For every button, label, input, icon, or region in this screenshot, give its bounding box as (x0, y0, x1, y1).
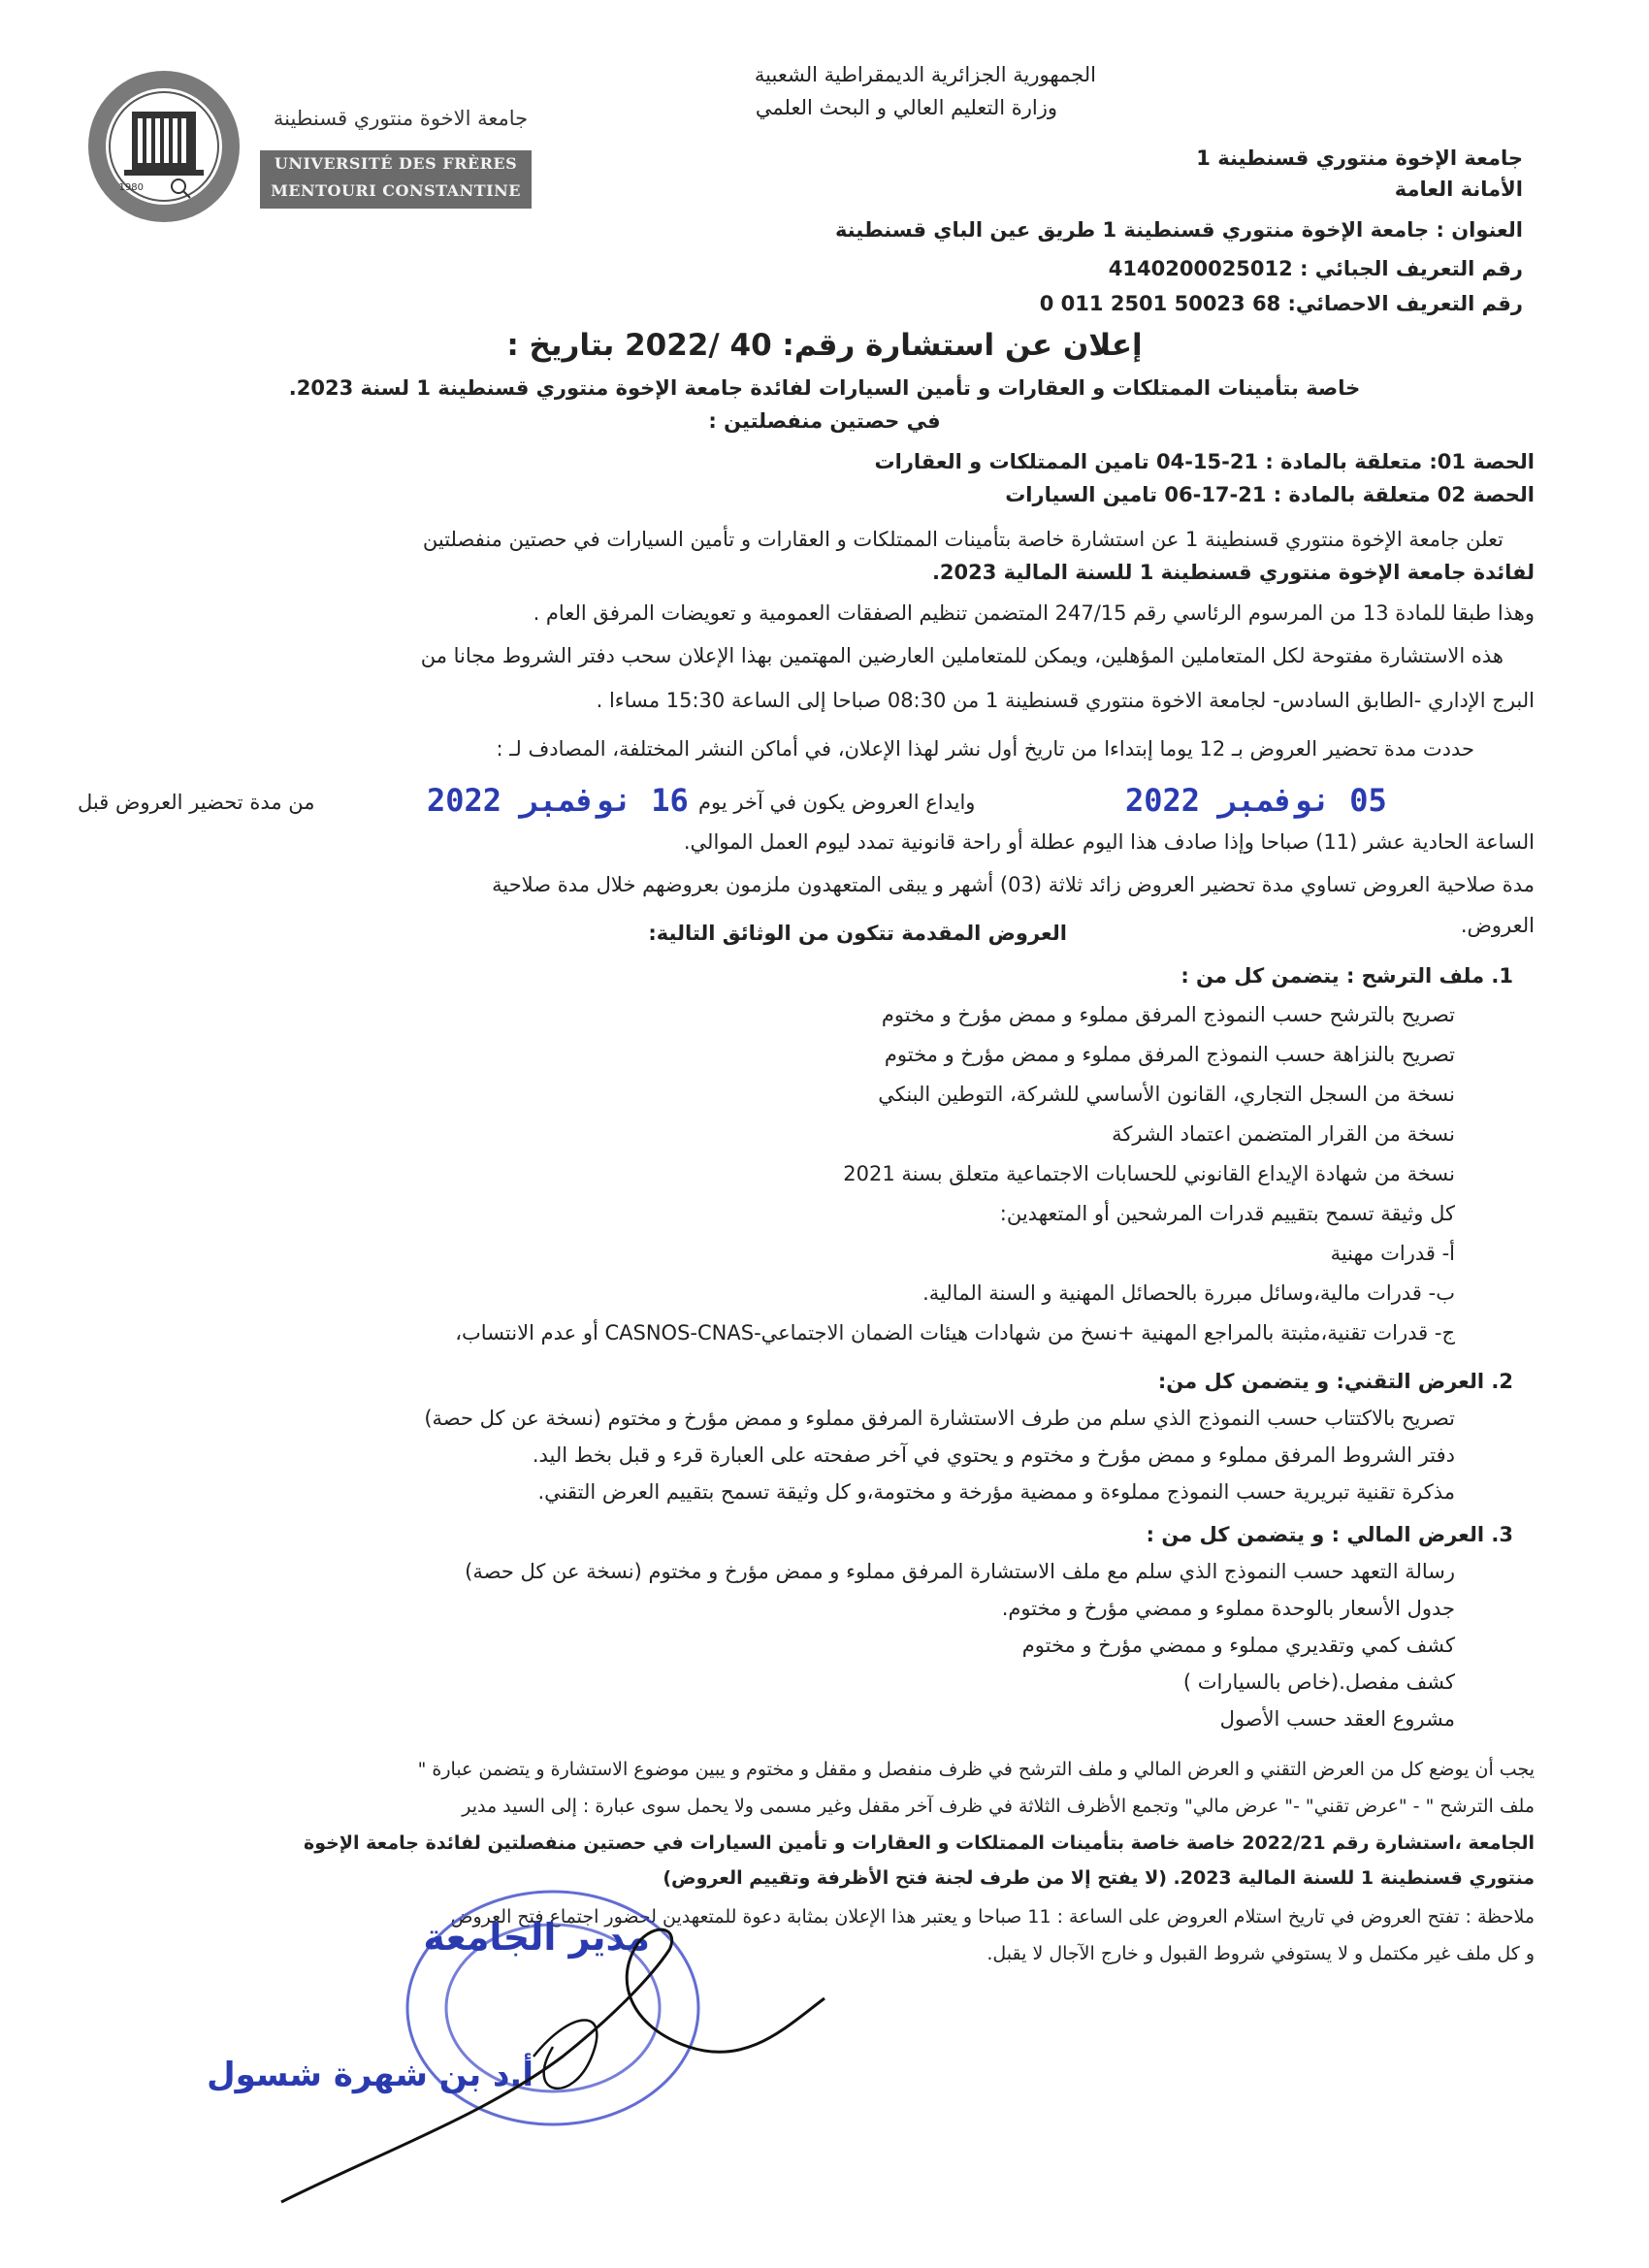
paragraph-3-line-2: البرج الإداري -الطابق السادس- لجامعة الاخوة منتوري قسنطينة 1 من 08:30 صباحا إلى الساعة 15:30 مساءا . (596, 689, 1535, 712)
paragraph-4-line-2b: وايداع العروض يكون في آخر يوم (698, 791, 976, 814)
closing-line-4: منتوري قسنطينة 1 للسنة المالية 2023. (لا يفتح إلا من طرف لجنة فتح الأظرفة وتقييم العروض) (663, 1867, 1535, 1889)
date-stamp-publication: 05 نوفمبر 2022 (1125, 782, 1387, 819)
logo-french-band (260, 150, 532, 209)
paragraph-5-line-2: العروض. (1460, 914, 1535, 937)
section3-item: جدول الأسعار بالوحدة مملوء و ممضي مؤرخ و مختوم. (1001, 1597, 1455, 1620)
logo-french-line1: UNIVERSITÉ DES FRÈRES (274, 154, 518, 173)
section1-item: ب- قدرات مالية،وسائل مبررة بالحصائل المهنية و السنة المالية. (922, 1281, 1455, 1305)
announcement-title: إعلان عن استشارة رقم: 40 /2022 بتاريخ : (506, 328, 1143, 363)
section3-item: كشف كمي وتقديري مملوء و ممضي مؤرخ و مختوم (1021, 1634, 1455, 1657)
section1-item: نسخة من القرار المتضمن اعتماد الشركة (1112, 1122, 1455, 1146)
section-1-heading: 1. ملف الترشح : يتضمن كل من : (1180, 964, 1513, 988)
section2-item: دفتر الشروط المرفق مملوء و ممض مؤرخ و مختوم و يحتوي في آخر صفحته على العبارة قرء و قبل بخط اليد. (532, 1443, 1455, 1467)
header-fiscal-id: رقم التعريف الجبائي : 4140200025012 (1108, 257, 1523, 280)
stamp-director-text: مدير الجامعة (423, 1916, 650, 1959)
closing-line-1: يجب أن يوضع كل من العرض التقني و العرض المالي و ملف الترشح في ظرف منفصل و مقفل و مختوم و يبين موضوع الاستشارة و يتضمن عبارة " (417, 1759, 1535, 1780)
svg-text:1980: 1980 (118, 182, 144, 193)
section-2-heading: 2. العرض التقني: و يتضمن كل من: (1157, 1370, 1513, 1393)
header-secretariat: الأمانة العامة (1394, 178, 1523, 201)
closing-line-2: ملف الترشح " - "عرض تقني" -" عرض مالي" وتجمع الأظرف الثلاثة في ظرف آخر مقفل وغير مسمى ولا يحمل سوى عبارة : إلى السيد مدير (462, 1796, 1535, 1817)
announcement-subtitle: خاصة بتأمينات الممتلكات و العقارات و تأمين السيارات لفائدة جامعة الإخوة منتوري قسنطينة 1 لسنة 2023. (288, 376, 1361, 400)
section1-item: أ- قدرات مهنية (1330, 1242, 1455, 1265)
section1-item: نسخة من شهادة الإيداع القانوني للحسابات الاجتماعية متعلق بسنة 2021 (843, 1162, 1455, 1185)
section1-item: تصريح بالترشح حسب النموذج المرفق مملوء و ممض مؤرخ و مختوم (881, 1003, 1455, 1026)
closing-line-3: الجامعة ،استشارة رقم 2022/21 خاصة خاصة بتأمينات الممتلكات و العقارات و تأمين السيارات في حصتين منفصلتين لفائدة جامعة الإخوة (304, 1832, 1535, 1854)
header-republic: الجمهورية الجزائرية الديمقراطية الشعبية (754, 63, 1096, 86)
paragraph-2: وهذا طبقا للمادة 13 من المرسوم الرئاسي رقم 247/15 المتضمن تنظيم الصفقات العمومية و تعويضات المرفق العام . (533, 601, 1535, 625)
note-line-2: و كل ملف غير مكتمل و لا يستوفي شروط القبول و خارج الآجال لا يقبل. (986, 1943, 1535, 1964)
section1-item: تصريح بالنزاهة حسب النموذج المرفق مملوء و ممض مؤرخ و مختوم (884, 1043, 1455, 1066)
documents-heading: العروض المقدمة تتكون من الوثائق التالية: (648, 922, 1067, 945)
header-stat-id: رقم التعريف الاحصائي: 68 50023 2501 011 0 (1039, 292, 1523, 315)
university-seal-icon (85, 68, 242, 225)
signature-stamp (207, 1863, 1038, 2231)
paragraph-1-line-2: لفائدة جامعة الإخوة منتوري قسنطينة 1 للسنة المالية 2023. (931, 561, 1535, 584)
note-line-1: ملاحظة : تفتح العروض في تاريخ استلام العروض على الساعة : 11 صباحا و يعتبر هذا الإعلان بمثابة دعوة للمتعهدين لحضور اجتماع فتح العروض (450, 1906, 1535, 1928)
header-ministry: وزارة التعليم العالي و البحث العلمي (755, 96, 1057, 119)
section3-item: كشف مفصل.(خاص بالسيارات ) (1182, 1670, 1455, 1694)
section1-item: كل وثيقة تسمح بتقييم قدرات المرشحين أو المتعهدين: (999, 1202, 1455, 1225)
lot-2: الحصة 02 متعلقة بالمادة : 21-17-06 تامين السيارات (1005, 483, 1535, 506)
paragraph-4-line-1: حددت مدة تحضير العروض بـ 12 يوما إبتداءا من تاريخ أول نشر لهذا الإعلان، في أماكن النشر المختلفة، المصادف لـ : (496, 737, 1474, 761)
section3-item: رسالة التعهد حسب النموذج الذي سلم مع ملف الاستشارة المرفق مملوء و ممض مؤرخ و مختوم (نسخة عن كل حصة) (465, 1560, 1455, 1583)
paragraph-5-line-1: مدة صلاحية العروض تساوي مدة تحضير العروض زائد ثلاثة (03) أشهر و يبقى المتعهدون ملزمون بعروضهم خلال مدة صلاحية (492, 873, 1535, 896)
header-university: جامعة الإخوة منتوري قسنطينة 1 (1196, 146, 1523, 170)
section2-item: تصريح بالاكتتاب حسب النموذج الذي سلم من طرف الاستشارة المرفق مملوء و ممض مؤرخ و مختوم (نسخة عن كل حصة) (424, 1407, 1455, 1430)
section1-item: ج- قدرات تقنية،مثبتة بالمراجع المهنية +نسخ من شهادات هيئات الضمان الاجتماعي-CASNOS-CNAS أو عدم الانتساب، (455, 1321, 1455, 1345)
date-stamp-deadline: 16 نوفمبر 2022 (427, 782, 689, 819)
paragraph-1-line-1: تعلن جامعة الإخوة منتوري قسنطينة 1 عن استشارة خاصة بتأمينات الممتلكات و العقارات و تأمين السيارات في حصتين منفصلتين (422, 528, 1504, 551)
header-address: العنوان : جامعة الإخوة منتوري قسنطينة 1 طريق عين الباي قسنطينة (834, 218, 1523, 242)
stamp-name-text: أ.د بن شهرة شسول (207, 2056, 534, 2094)
section2-item: مذكرة تقنية تبريرية حسب النموذج مملوءة و ممضية مؤرخة و مختومة،و كل وثيقة تسمح بتقييم العرض التقني. (537, 1480, 1455, 1504)
paragraph-3-line-1: هذه الاستشارة مفتوحة لكل المتعاملين المؤهلين، ويمكن للمتعاملين العارضين المهتمين بهذا الإعلان سحب دفتر الشروط مجانا من (420, 644, 1504, 667)
section3-item: مشروع العقد حسب الأصول (1219, 1707, 1455, 1731)
lot-1: الحصة 01: متعلقة بالمادة : 21-15-04 تامين الممتلكات و العقارات (874, 450, 1535, 473)
university-logo (85, 68, 541, 228)
section-3-heading: 3. العرض المالي : و يتضمن كل من : (1146, 1523, 1513, 1546)
paragraph-4-line-2a: من مدة تحضير العروض قبل (78, 791, 315, 814)
paragraph-4-line-3: الساعة الحادية عشر (11) صباحا وإذا صادف هذا اليوم عطلة أو راحة قانونية تمدد ليوم العمل الموالي. (683, 830, 1535, 854)
logo-french-line2: MENTOURI CONSTANTINE (271, 181, 521, 200)
logo-arabic-name: جامعة الاخوة منتوري قسنطينة (273, 107, 529, 130)
section1-item: نسخة من السجل التجاري، القانون الأساسي للشركة، التوطين البنكي (878, 1083, 1455, 1106)
announcement-subtitle2: في حصتين منفصلتين : (708, 409, 941, 433)
